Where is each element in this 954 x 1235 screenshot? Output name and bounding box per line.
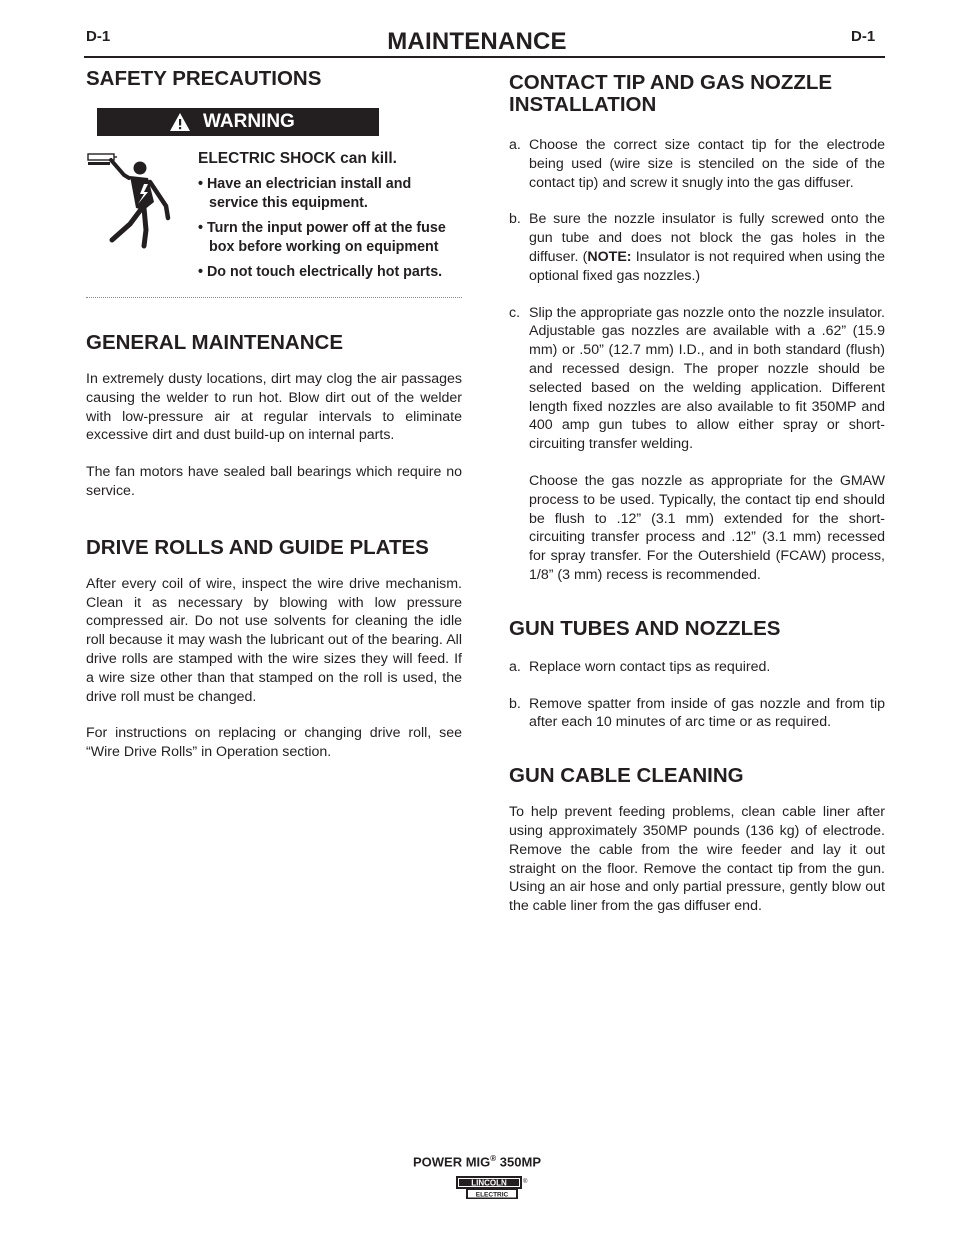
list-text: Insulator is not required when using the optional fixed gas nozzles.) [529,248,886,284]
drive-paragraph: For instructions on replacing or changing drive roll, see “Wire Drive Rolls” in Operation section. [86,725,462,761]
electric-shock-icon [86,150,186,250]
shock-title: ELECTRIC SHOCK can kill. [198,150,397,167]
right-column [509,72,885,916]
list-marker: b. [509,695,521,712]
title-rule [84,56,885,58]
cable-paragraph: To help prevent feeding problems, clean cable liner after using approximately 350MP pounds (136 kg) of electrode. Remove the cable from the wire feeder and lay it out straight on the floor. Remove the contact tip from the gun. Using an air hose and only partial pressure, gently blow out the cable liner from the gas diffuser end. [509,804,885,915]
contact-continuation: Choose the gas nozzle as appropriate for the GMAW process to be used. Typically, the contact tip end should be flush to .12” (3.1 mm) extended for the short-circuiting transfer process and .12” (3.1 mm) recessed for spray transfer. For the Outershield (FCAW) process, 1/8” (3 mm) recess is recommended. [529,472,885,583]
page-id-right: D-1 [851,28,876,45]
logo-reg-mark: ® [523,1179,528,1185]
safety-heading: SAFETY PRECAUTIONS [86,67,322,90]
gun-tubes-heading: GUN TUBES AND NOZZLES [509,616,781,640]
list-marker: a. [509,658,521,675]
general-paragraph: In extremely dusty locations, dirt may clog the air passages causing the welder to run hot. Blow dirt out of the welder with low-pressure air at regular intervals to eliminate excessive dirt and dust build-up on internal parts. [86,371,462,444]
list-item [509,695,885,733]
list-item [509,136,885,192]
page-id-left: D-1 [86,28,111,45]
list-text: Be sure the nozzle insulator is fully screwed onto the gun tube and does not block the gas holes in the diffuser. ( [529,211,885,265]
section-divider [86,297,462,298]
footer-model [0,1154,954,1169]
list-item [509,304,885,454]
safety-text [198,150,462,288]
cable-heading: GUN CABLE CLEANING [509,764,744,788]
contact-heading: CONTACT TIP AND GAS NOZZLE INSTALLATION [509,71,833,116]
list-item [509,210,885,285]
logo-bottom-text: ELECTRIC [475,1191,509,1199]
list-text: Remove spatter from inside of gas nozzle and from tip after each 10 minutes of arc time or as required. [529,695,885,731]
list-text: Slip the appropriate gas nozzle onto the nozzle insulator. Adjustable gas nozzles are available with a .62” (15.9 mm) or .50” (12.7 mm) I.D., and in both standard (flush) and recessed design. The proper nozzle should be selected based on the welding application. Different length fixed nozzles are also available to fit 350MP and 400 amp gun tubes to allow either spray or short-circuiting transfer welding. [529,304,885,453]
lincoln-electric-logo [455,1175,531,1201]
contact-list [509,136,885,454]
drive-heading: DRIVE ROLLS AND GUIDE PLATES [86,535,429,559]
warning-bar [97,108,379,136]
safety-bullet: • Turn the input power off at the fuse box before working on equipment [198,220,446,255]
model-suffix: 350MP [496,1154,541,1170]
list-text: Choose the correct size contact tip for the electrode being used (wire size is stenciled on the side of the contact tip) and screw it snugly into the gas diffuser. [529,137,885,191]
safety-bullet: • Have an electrician install and service this equipment. [198,176,412,211]
model-prefix: POWER MIG [413,1154,491,1170]
list-text: Replace worn contact tips as required. [529,658,771,675]
general-paragraph: The fan motors have sealed ball bearings which require no service. [86,464,462,499]
list-marker: b. [509,211,521,228]
model-reg: ® [490,1154,497,1163]
shock-figure [86,150,198,288]
list-item [509,658,885,677]
list-marker: a. [509,137,521,153]
safety-bullet: • Do not touch electrically hot parts. [198,264,443,280]
warning-label: WARNING [203,111,295,132]
safety-block [86,150,462,288]
general-heading: GENERAL MAINTENANCE [86,331,344,354]
gun-tubes-list [509,658,885,732]
note-label: NOTE: [587,248,632,265]
left-column [86,68,462,762]
drive-paragraph: After every coil of wire, inspect the wire drive mechanism. Clean it as necessary by blowing with low pressure compressed air. Do not use solvents for cleaning the idle roll because it may wash the lubricant out of the bearing. All drive rolls are stamped with the wire sizes they will feed. If a wire size other than that stamped on the roll is used, the drive roll must be changed. [86,575,462,705]
warning-triangle-icon [169,112,191,132]
logo-top-text: LINCOLN [471,1178,507,1188]
list-marker: c. [509,304,521,321]
page-title: MAINTENANCE [387,28,567,55]
